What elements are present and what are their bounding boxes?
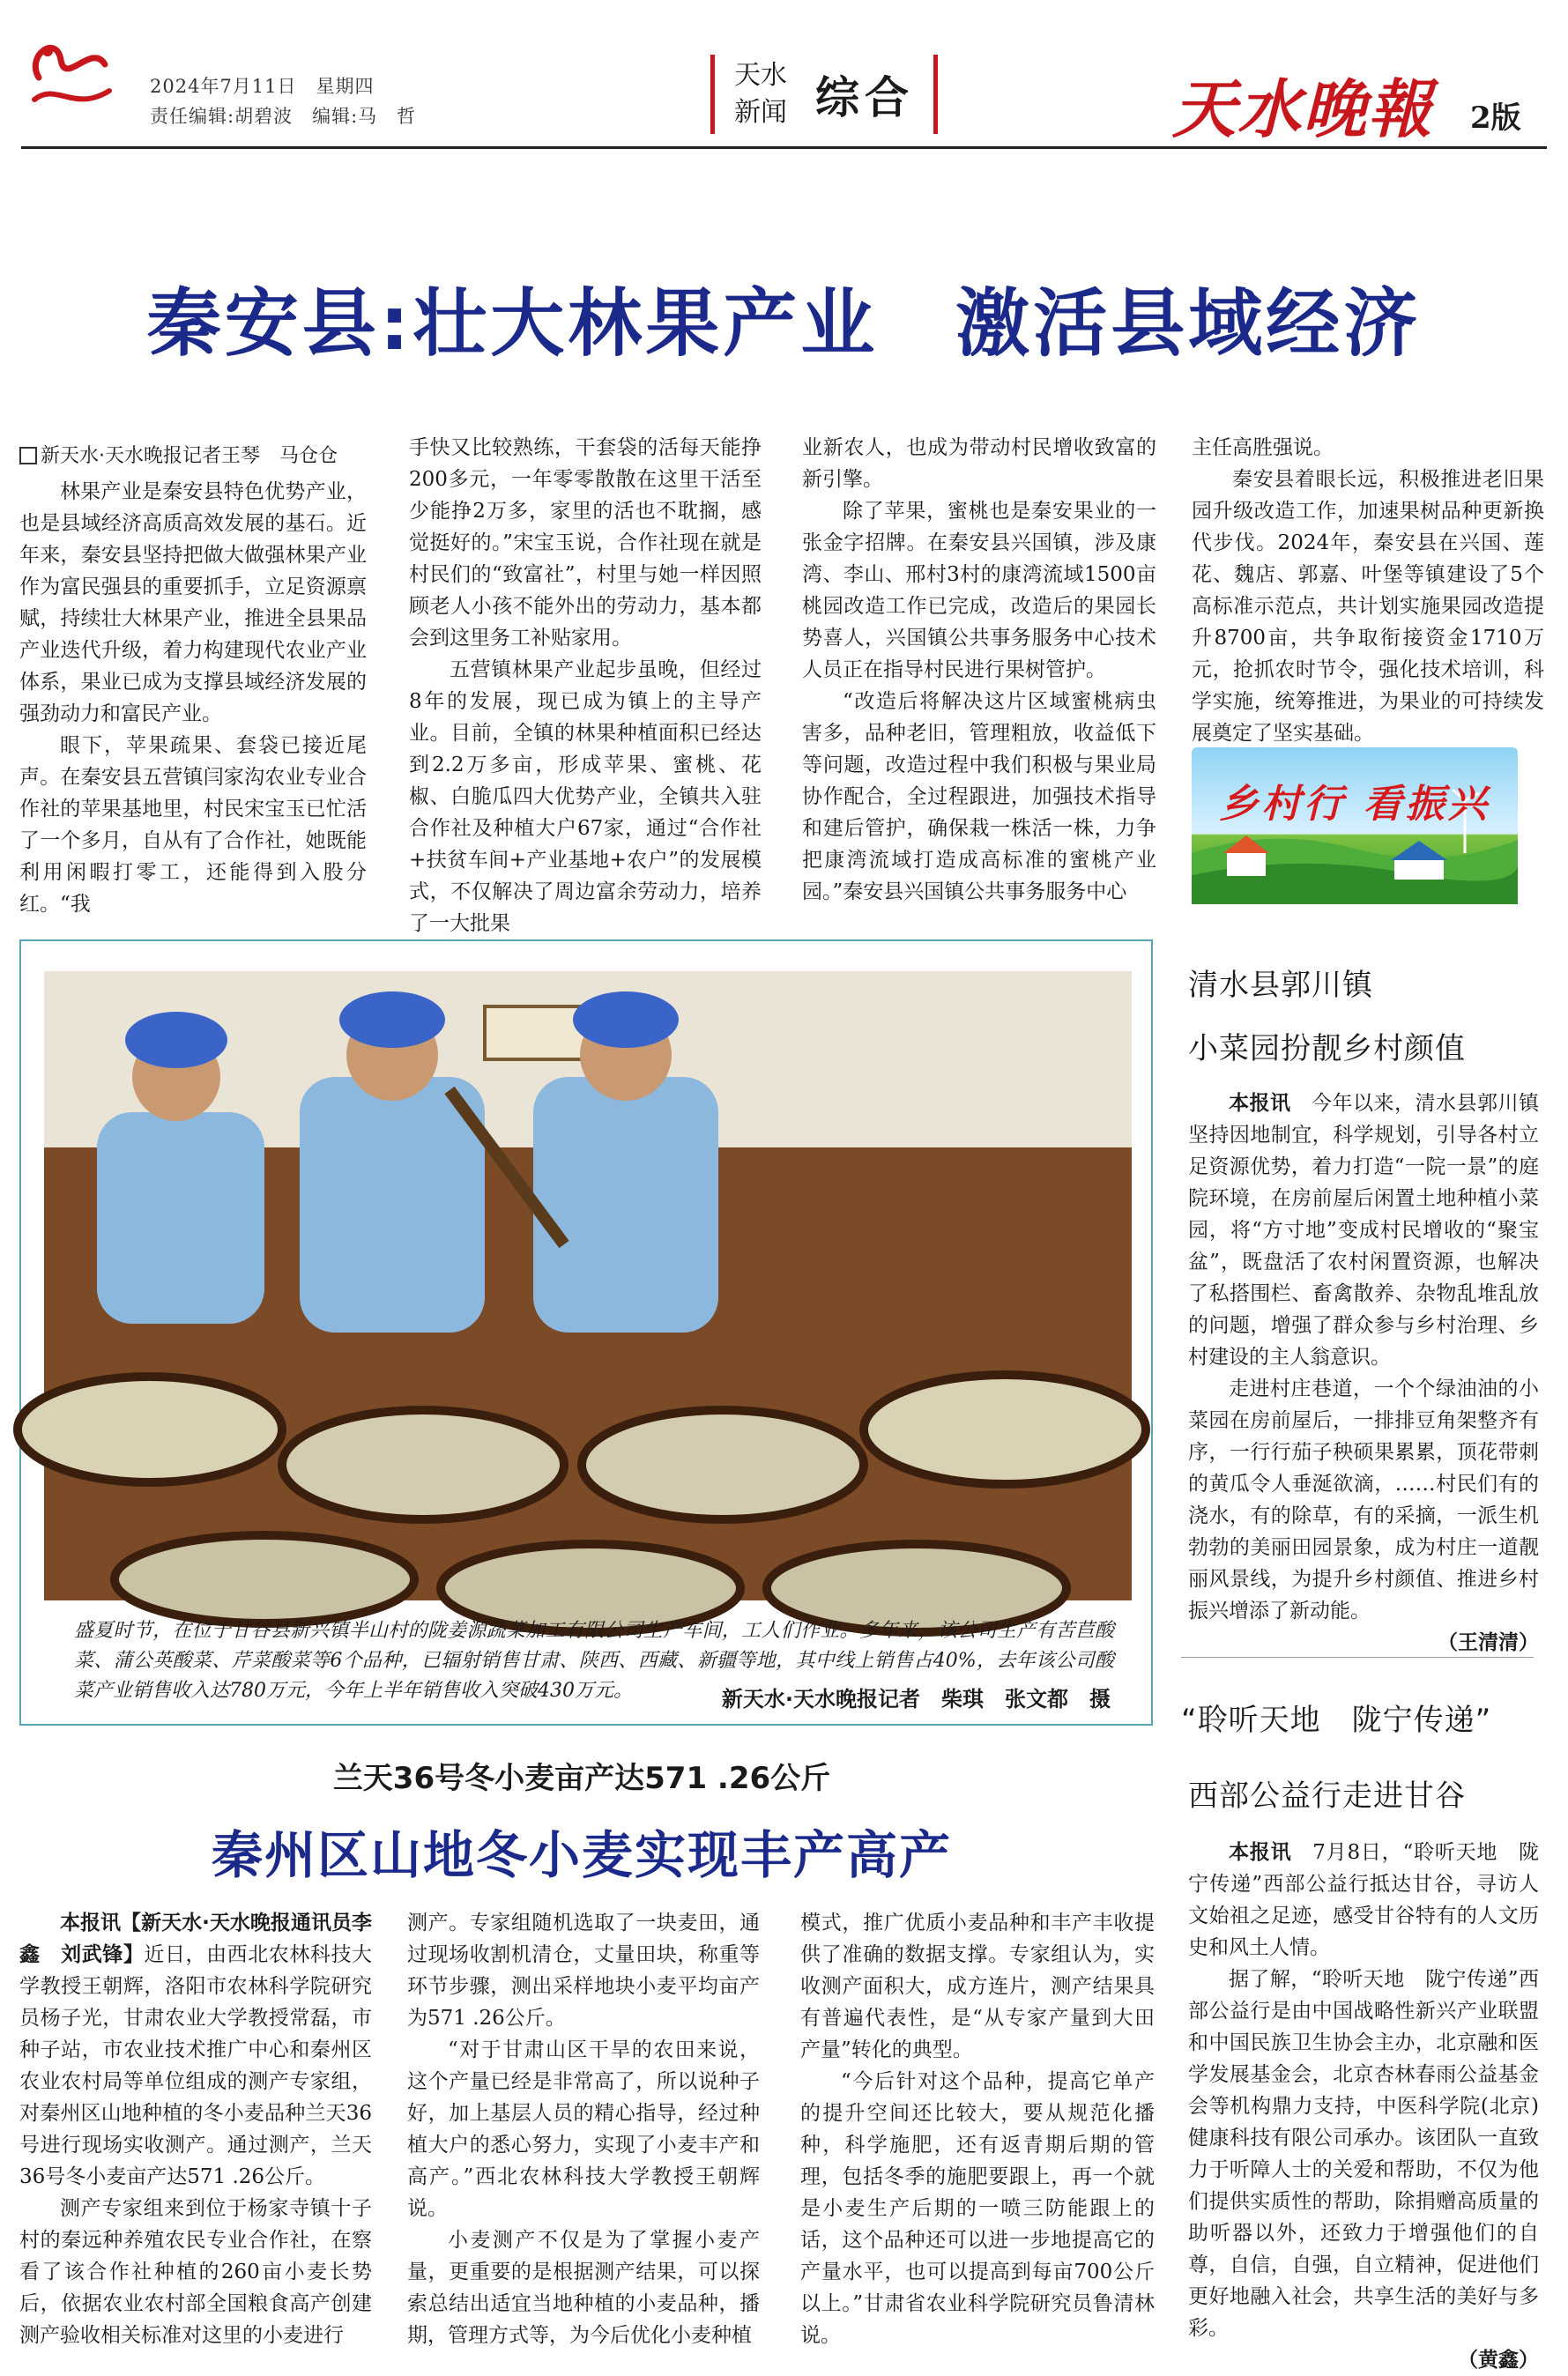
side1-title-line2: 小菜园扮靓乡村颜值 — [1188, 1031, 1466, 1066]
paragraph: 五营镇林果产业起步虽晚，但经过8年的发展，现已成为镇上的主导产业。目前，全镇的林果种植面积已经达到2.2万多亩，形成苹果、蜜桃、花椒、白脆瓜四大优势产业，全镇共入驻合作社及种植大户67家，通过“合作社+扶贫车间+产业基地+农户”的发展模式，不仅解决了周边富余劳动力，培养了一大批果 — [409, 658, 762, 935]
paragraph: “今后针对这个品种，提高它单产的提升空间还比较大，要从规范化播种，科学施肥，还有返青期后期的管理，包括冬季的施肥要跟上，再一个就是小麦生产后期的一喷三防能跟上的话，这个品种还可以进一步地提高它的产量水平，也可以提高到每亩700公斤以上。”甘肃省农业科学院研究员鲁清林说。 — [800, 2070, 1155, 2347]
author-sign: （王清清） — [1438, 1631, 1539, 1654]
photo-frame — [19, 939, 1153, 1726]
paragraph: 走进村庄巷道，一个个绿油油的小菜园在房前屋后，一排排豆角架整齐有序，一行行茄子秧硕果累累，顶花带刺的黄瓜令人垂涎欲滴，……村民们有的浇水，有的除草，有的采摘，一派生机勃勃的美丽田园景象，成为村庄一道靓丽风景线，为提升乡村颜值、推进乡村振兴增添了新动能。 — [1188, 1377, 1539, 1622]
article1-column-4 — [1192, 432, 1544, 745]
article2-column-2 — [407, 1907, 760, 2348]
paragraph: 本报讯【新天水·天水晚报通讯员李鑫 刘武锋】近日，由西北农林科技大学教授王朝辉，洛阳市农林科学院研究员杨子光，甘肃农业大学教授常磊，市种子站，市农业技术推广中心和秦州区农业农村局等单位组成的测产专家组，对秦州区山地种植的冬小麦品种兰天36号进行现场实收测产。通过测产，兰天36号冬小麦亩产达571 .26公斤。 — [19, 1912, 372, 2188]
author-sign: （黄鑫） — [1458, 2349, 1539, 2372]
section-title: 综合 — [815, 71, 914, 123]
side2-title-line2: 西部公益行走进甘谷 — [1188, 1778, 1466, 1814]
side1-body — [1188, 1088, 1539, 1654]
article1-column-1 — [19, 441, 367, 917]
paragraph: 据了解，“聆听天地 陇宁传递”西部公益行是由中国战略性新兴产业联盟和中国民族卫生协会主办，北京融和医学发展基金会，北京杏林春雨公益基金会等机构鼎力支持，中医科学院(北京)健康科技有限公司承办。该团队一直致力于听障人士的关爱和帮助，不仅为他们提供实质性的帮助，除捐赠高质量的助听器以外，还致力于增强他们的自尊，自信，自强，自立精神，促进他们更好地融入社会，共享生活的美好与多彩。 — [1188, 1968, 1539, 2340]
main-headline: 秦安县:壮大林果产业 激活县域经济 — [146, 280, 1422, 367]
side-divider — [1181, 1657, 1534, 1658]
lead-label: 本报讯【新天水·天水晚报通讯员李鑫 刘武锋】 — [19, 1912, 372, 1966]
photo-caption: 盛夏时节，在位于甘谷县新兴镇半山村的陇姜源蔬菜加工有限公司生产车间，工人们作业。多年来，该公司生产有苦苣酸菜、蒲公英酸菜、芹菜酸菜等6个品种，已辐射销售甘肃、陕西、西藏、新疆等地，其中线上销售占40%，去年该公司酸菜产业销售收入达780万元，今年上半年销售收入突破430万元。 — [74, 1620, 1114, 1702]
paragraph: 本报讯 今年以来，清水县郭川镇坚持因地制宜，科学规划，引导各村立足资源优势，着力打造“一院一景”的庭院环境，在房前屋后闲置土地种植小菜园，将“方寸地”变成村民增收的“聚宝盆”，既盘活了农村闲置资源，也解决了私搭围栏、畜禽散养、杂物乱堆乱放的问题，增强了群众参与乡村治理、乡村建设的主人翁意识。 — [1188, 1092, 1539, 1369]
paragraph: 测产专家组来到位于杨家寺镇十子村的秦远种养殖农民专业合作社，在察看了该合作社种植的260亩小麦长势后，依据农业农村部全国粮食高产创建测产验收相关标准对这里的小麦进行 — [19, 2197, 372, 2347]
side1-title-line1: 清水县郭川镇 — [1188, 968, 1373, 1003]
header-divider — [21, 146, 1547, 149]
edition-number: 2版 — [1470, 100, 1521, 136]
rural-revitalization-banner — [1192, 747, 1518, 904]
paragraph: 秦安县着眼长远，积极推进老旧果园升级改造工作，加速果树品种更新换代步伐。2024年，秦安县在兴国、莲花、魏店、郭嘉、叶堡等镇建设了5个高标准示范点，共计划实施果园改造提升8700亩，共争取衔接资金1710万元，抢抓农时节令，强化技术培训，科学实施，统筹推进，为果业的可持续发展奠定了坚实基础。 — [1192, 468, 1544, 745]
editor-credits: 责任编辑:胡碧波 编辑:马 哲 — [150, 106, 417, 127]
paragraph: 模式，推广优质小麦品种和丰产丰收提供了准确的数据支撑。专家组认为，实收测产面积大，成方连片，测产结果具有普遍代表性，是“从专家产量到大田产量”转化的典型。 — [800, 1912, 1155, 2061]
article1-byline: 新天水·天水晚报记者王琴 马仓仓 — [19, 441, 367, 472]
article2-subheadline: 兰天36号冬小麦亩产达571 .26公斤 — [332, 1761, 831, 1796]
section-label — [710, 55, 938, 134]
paragraph: 业新农人，也成为带动村民增收致富的新引擎。 — [802, 436, 1156, 491]
banner-text: 乡村行 看振兴 — [1219, 782, 1490, 827]
paragraph: 小麦测产不仅是为了掌握小麦产量，更重要的是根据测产结果，可以探索总结出适宜当地种植的小麦品种，播期，管理方式等，为今后优化小麦种植 — [407, 2229, 760, 2347]
article2-column-3 — [800, 1907, 1155, 2348]
paragraph: “对于甘肃山区干旱的农田来说，这个产量已经是非常高了，所以说种子好，加上基层人员的精心指导，经过种植大户的悉心努力，实现了小麦丰产和高产。”西北农林科技大学教授王朝辉说。 — [407, 2038, 760, 2220]
paragraph: 主任高胜强说。 — [1192, 436, 1334, 459]
issue-date: 2024年7月11日 星期四 — [150, 76, 375, 97]
side2-body — [1188, 1837, 1540, 2372]
paragraph: 林果产业是秦安县特色优势产业，也是县域经济高质高效发展的基石。近年来，秦安县坚持把做大做强林果产业作为富民强县的重要抓手，立足资源禀赋，持续壮大林果产业，推进全县果品产业迭代升级，着力构建现代农业产业体系，果业已成为支撑县域经济发展的强劲动力和富民产业。 — [19, 480, 367, 725]
side2-title-line1: “聆听天地 陇宁传递” — [1181, 1703, 1492, 1738]
photo-credit: 新天水·天水晚报记者 柴琪 张文都 摄 — [721, 1687, 1111, 1711]
section-name: 天水新闻 — [734, 60, 787, 128]
newspaper-logo — [21, 25, 118, 129]
paragraph: 除了苹果，蜜桃也是秦安果业的一张金字招牌。在秦安县兴国镇，涉及康湾、李山、邢村3村的康湾流域1500亩桃园改造工作已完成，改造后的果园长势喜人，兴国镇公共事务服务中心技术人员正在指导村民进行果树管护。 — [802, 500, 1156, 681]
paragraph: 手快又比较熟练，干套袋的活每天能挣200多元，一年零零散散在这里干活至少能挣2万多，家里的活也不耽搁，感觉挺好的。”宋宝玉说，合作社现在就是村民们的“致富社”，村里与她一样因照顾老人小孩不能外出的劳动力，基本都会到这里务工补贴家用。 — [409, 436, 762, 650]
paragraph: 本报讯 7月8日，“聆听天地 陇宁传递”西部公益行抵达甘谷，寻访人文始祖之足迹，感受甘谷特有的人文历史和风土人情。 — [1188, 1841, 1540, 1959]
lead-label: 本报讯 — [1229, 1092, 1291, 1115]
article2-headline: 秦州区山地冬小麦实现丰产高产 — [211, 1825, 952, 1885]
article1-column-2 — [409, 432, 762, 935]
masthead: 天水晚報 — [1172, 71, 1434, 146]
article2-column-1 — [19, 1907, 372, 2348]
article1-column-3 — [802, 432, 1156, 917]
paragraph: 眼下，苹果疏果、套袋已接近尾声。在秦安县五营镇闫家沟农业专业合作社的苹果基地里，村民宋宝玉已忙活了一个多月，自从有了合作社，她既能利用闲暇打零工，还能得到入股分红。“我 — [19, 734, 367, 916]
workers-pickling-vats-photo — [44, 971, 1132, 1600]
lead-label: 本报讯 — [1229, 1841, 1292, 1864]
paragraph: “改造后将解决这片区域蜜桃病虫害多，品种老旧，管理粗放，收益低下等问题，改造过程中我们积极与果业局协作配合，全过程跟进，加强技术指导和建后管护，确保栽一株活一株，力争把康湾流域打造成高标准的蜜桃产业园。”秦安县兴国镇公共事务服务中心 — [802, 690, 1156, 903]
paragraph: 测产。专家组随机选取了一块麦田，通过现场收割机清仓，丈量田块，称重等环节步骤，测出采样地块小麦平均亩产为571 .26公斤。 — [407, 1912, 760, 2030]
